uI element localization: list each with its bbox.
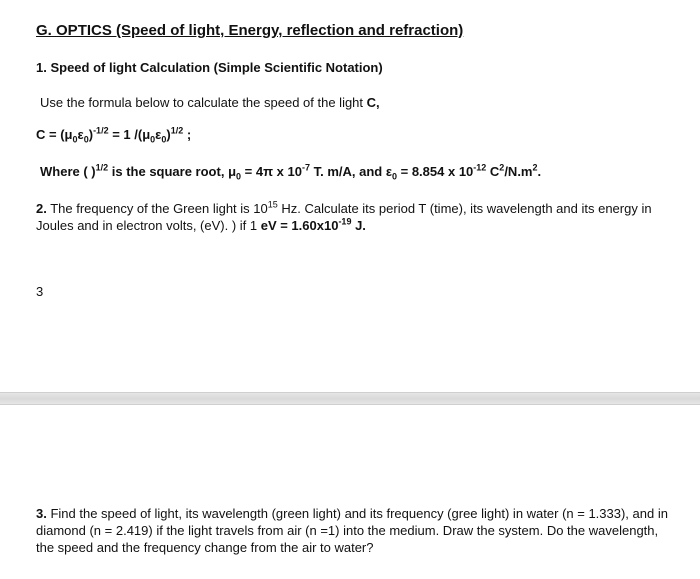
where-text-3: T. m/A, and bbox=[309, 164, 386, 179]
question-2-text-2: Hz. Calculate its period T (time), its wavelength and its energy in Joules and in electron volts, (eV). ) if 1 bbox=[36, 201, 652, 233]
where-exp-mu: -7 bbox=[301, 162, 310, 173]
question-3-text: Find the speed of light, its wavelength (green light) and its frequency (gree light) in water (n = 1.333), and in diamond (n = 2.419) if the light travels from air (n =1) into the medium. Draw the system. Do the wavelength, the speed and the frequency change from the air to water? bbox=[36, 506, 668, 555]
where-start: Where ( ) bbox=[40, 164, 96, 179]
section-prefix: G. bbox=[36, 22, 57, 39]
question-2-exp-ev: -19 bbox=[338, 216, 352, 227]
answer-start-text: 3 bbox=[36, 284, 44, 299]
where-exp-m: 2 bbox=[532, 162, 538, 173]
formula-mu: μ bbox=[64, 127, 73, 142]
formula-eps-sub-2: 0 bbox=[161, 134, 167, 145]
formula-mu-2: μ bbox=[142, 127, 151, 142]
where-text-4: = 8.854 x 10 bbox=[397, 164, 474, 179]
question-2-text-1: The frequency of the Green light is 10 bbox=[46, 201, 268, 216]
where-exp-eps: -12 bbox=[473, 162, 487, 173]
formula-exp-2: 1/2 bbox=[170, 125, 184, 136]
where-eps-sub: 0 bbox=[392, 171, 398, 182]
question-1-instruction bbox=[40, 95, 380, 110]
question-2-exp-freq: 15 bbox=[267, 199, 278, 210]
formula-eps-2: ε bbox=[155, 127, 162, 142]
where-text-7: . bbox=[537, 164, 542, 179]
formula-close-2: ) bbox=[166, 127, 171, 142]
section-heading bbox=[36, 22, 463, 39]
where-text-6: /N.m bbox=[504, 164, 533, 179]
where-exp-c: 2 bbox=[499, 162, 505, 173]
instruction-symbol: C, bbox=[366, 95, 380, 110]
where-text-1: is the square root, bbox=[108, 164, 229, 179]
where-mu: μ bbox=[228, 164, 237, 179]
question-3-number: 3. bbox=[36, 506, 47, 521]
constants-definition bbox=[40, 162, 542, 182]
where-text-2: = 4π x 10 bbox=[241, 164, 302, 179]
speed-of-light-formula bbox=[36, 125, 192, 145]
formula-exp-1: -1/2 bbox=[93, 125, 109, 136]
formula-eps: ε bbox=[77, 127, 84, 142]
formula-end: ; bbox=[183, 127, 192, 142]
where-sqrt-exp: 1/2 bbox=[95, 162, 109, 173]
formula-mid: = 1 /( bbox=[108, 127, 143, 142]
question-2-joule: J. bbox=[351, 218, 366, 233]
question-3 bbox=[36, 505, 676, 556]
formula-close-1: ) bbox=[88, 127, 94, 142]
question-2-number: 2. bbox=[36, 201, 47, 216]
question-2-ev: eV = 1.60x10 bbox=[260, 218, 339, 233]
page-separator bbox=[0, 392, 700, 405]
where-text-5: C bbox=[486, 164, 500, 179]
where-eps: ε bbox=[385, 164, 392, 179]
instruction-text: Use the formula below to calculate the speed of the light bbox=[40, 95, 367, 110]
where-mu-sub: 0 bbox=[236, 171, 242, 182]
question-1-title: 1. Speed of light Calculation (Simple Scientific Notation) bbox=[36, 60, 383, 75]
formula-mu-sub: 0 bbox=[72, 134, 78, 145]
formula-lhs: C = ( bbox=[36, 127, 65, 142]
formula-mu-sub-2: 0 bbox=[150, 134, 156, 145]
question-2 bbox=[36, 200, 676, 234]
formula-eps-sub: 0 bbox=[83, 134, 89, 145]
section-title: OPTICS (Speed of light, Energy, reflection and refraction) bbox=[56, 22, 464, 39]
